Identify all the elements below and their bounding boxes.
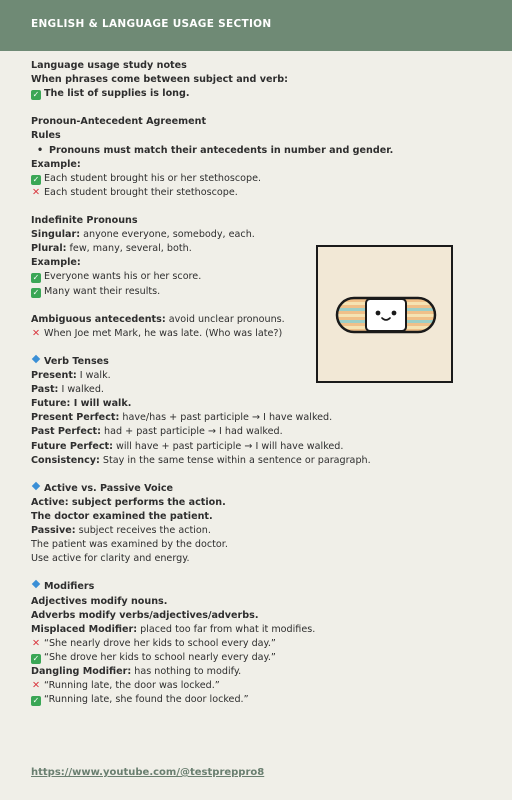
- note-line: Future: I will walk.: [31, 398, 132, 410]
- bullet-item: [31, 144, 481, 158]
- header-bar: [0, 0, 512, 51]
- note-line: [31, 623, 481, 637]
- definition: had + past participle → I had walked.: [100, 426, 283, 438]
- note-line: [31, 411, 481, 425]
- term: Present:: [31, 370, 77, 382]
- note-line: When phrases come between subject and verb:: [31, 74, 288, 86]
- note-line: [31, 186, 481, 200]
- note-line: [31, 425, 481, 439]
- term: Past Perfect:: [31, 426, 101, 438]
- subheading-text: Verb Tenses: [44, 355, 109, 367]
- definition: Stay in the same tense within a sentence or paragraph.: [99, 454, 371, 466]
- subheading: [31, 580, 481, 594]
- term: Misplaced Modifier:: [31, 623, 138, 635]
- note-text: Everyone wants his or her score.: [44, 271, 202, 283]
- term: Ambiguous antecedents:: [31, 313, 166, 325]
- note-line: [31, 87, 481, 101]
- definition: will have + past participle → I will have walked.: [112, 440, 344, 452]
- note-line: [31, 665, 481, 679]
- cross-mark-icon: ✕: [31, 680, 41, 692]
- definition: placed too far from what it modifies.: [137, 623, 316, 635]
- definition: few, many, several, both.: [66, 243, 192, 255]
- note-line: [31, 383, 481, 397]
- term: Plural:: [31, 243, 67, 255]
- subheading: [31, 482, 481, 496]
- note-text: When Joe met Mark, he was late. (Who was late?): [44, 327, 283, 339]
- term: Consistency:: [31, 454, 100, 466]
- cross-mark-icon: ✕: [31, 186, 41, 198]
- bullet-dot-icon: •: [37, 144, 44, 156]
- note-text: “Running late, the door was locked.”: [44, 680, 220, 692]
- note-text: Each student brought their stethoscope.: [44, 186, 238, 198]
- note-line: Example:: [31, 158, 81, 170]
- term: Singular:: [31, 229, 81, 241]
- bandage-illustration: [316, 245, 453, 383]
- check-mark-icon: ✓: [32, 174, 40, 184]
- note-line: Rules: [31, 130, 61, 142]
- blue-diamond-icon: [32, 482, 40, 490]
- definition: I walk.: [76, 370, 111, 382]
- definition: avoid unclear pronouns.: [165, 313, 285, 325]
- note-line: [31, 228, 481, 242]
- note-text: Each student brought his or her stethoscope.: [44, 172, 262, 184]
- notes-heading: Language usage study notes: [31, 60, 187, 71]
- note-line: [31, 651, 481, 665]
- blue-diamond-icon: [32, 355, 40, 363]
- note-line: Example:: [31, 257, 81, 269]
- subheading-text: Active vs. Passive Voice: [44, 482, 174, 494]
- note-line: [31, 679, 481, 693]
- note-line: [31, 524, 481, 538]
- definition: anyone everyone, somebody, each.: [80, 229, 255, 241]
- definition: I walked.: [58, 384, 104, 396]
- subheading-text: Modifiers: [44, 581, 95, 593]
- cross-mark-icon: ✕: [31, 637, 41, 649]
- note-line: The patient was examined by the doctor.: [31, 539, 228, 551]
- definition: have/has + past participle → I have walked.: [119, 412, 333, 424]
- blue-diamond-icon: [32, 580, 40, 588]
- note-line: Adverbs modify verbs/adjectives/adverbs.: [31, 609, 259, 621]
- note-line: The doctor examined the patient.: [31, 511, 213, 522]
- note-text: Many want their results.: [44, 285, 161, 297]
- check-mark-icon: ✓: [32, 287, 40, 297]
- term: Present Perfect:: [31, 412, 120, 424]
- note-line: Use active for clarity and energy.: [31, 553, 190, 565]
- check-mark-icon: ✓: [32, 653, 40, 663]
- term: Dangling Modifier:: [31, 666, 132, 678]
- definition: has nothing to modify.: [131, 666, 242, 678]
- term: Past:: [31, 384, 59, 396]
- note-line: [31, 172, 481, 186]
- note-line: Active: subject performs the action.: [31, 496, 226, 508]
- note-text: “She drove her kids to school nearly every day.”: [44, 651, 276, 663]
- note-line: [31, 693, 481, 707]
- note-line: [31, 440, 481, 454]
- note-text: Pronouns must match their antecedents in number and gender.: [49, 144, 394, 156]
- subheading: Indefinite Pronouns: [31, 215, 138, 227]
- term: Future Perfect:: [31, 440, 113, 452]
- note-line: [31, 637, 481, 651]
- bandage-character-icon: [318, 247, 451, 381]
- check-mark-icon: ✓: [32, 273, 40, 283]
- subheading: Pronoun-Antecedent Agreement: [31, 116, 207, 128]
- check-mark-icon: ✓: [32, 90, 40, 100]
- youtube-link[interactable]: https://www.youtube.com/@testpreppro8: [31, 767, 265, 778]
- note-text: The list of supplies is long.: [44, 88, 190, 100]
- note-line: [31, 454, 481, 468]
- note-line: Adjectives modify nouns.: [31, 595, 168, 607]
- note-text: “She nearly drove her kids to school every day.”: [44, 637, 276, 649]
- note-text: “Running late, she found the door locked.”: [44, 694, 249, 706]
- cross-mark-icon: ✕: [31, 327, 41, 339]
- check-mark-icon: ✓: [32, 696, 40, 706]
- term: Passive:: [31, 525, 76, 537]
- definition: subject receives the action.: [75, 525, 211, 537]
- section-title: ENGLISH & LANGUAGE USAGE SECTION: [31, 18, 272, 30]
